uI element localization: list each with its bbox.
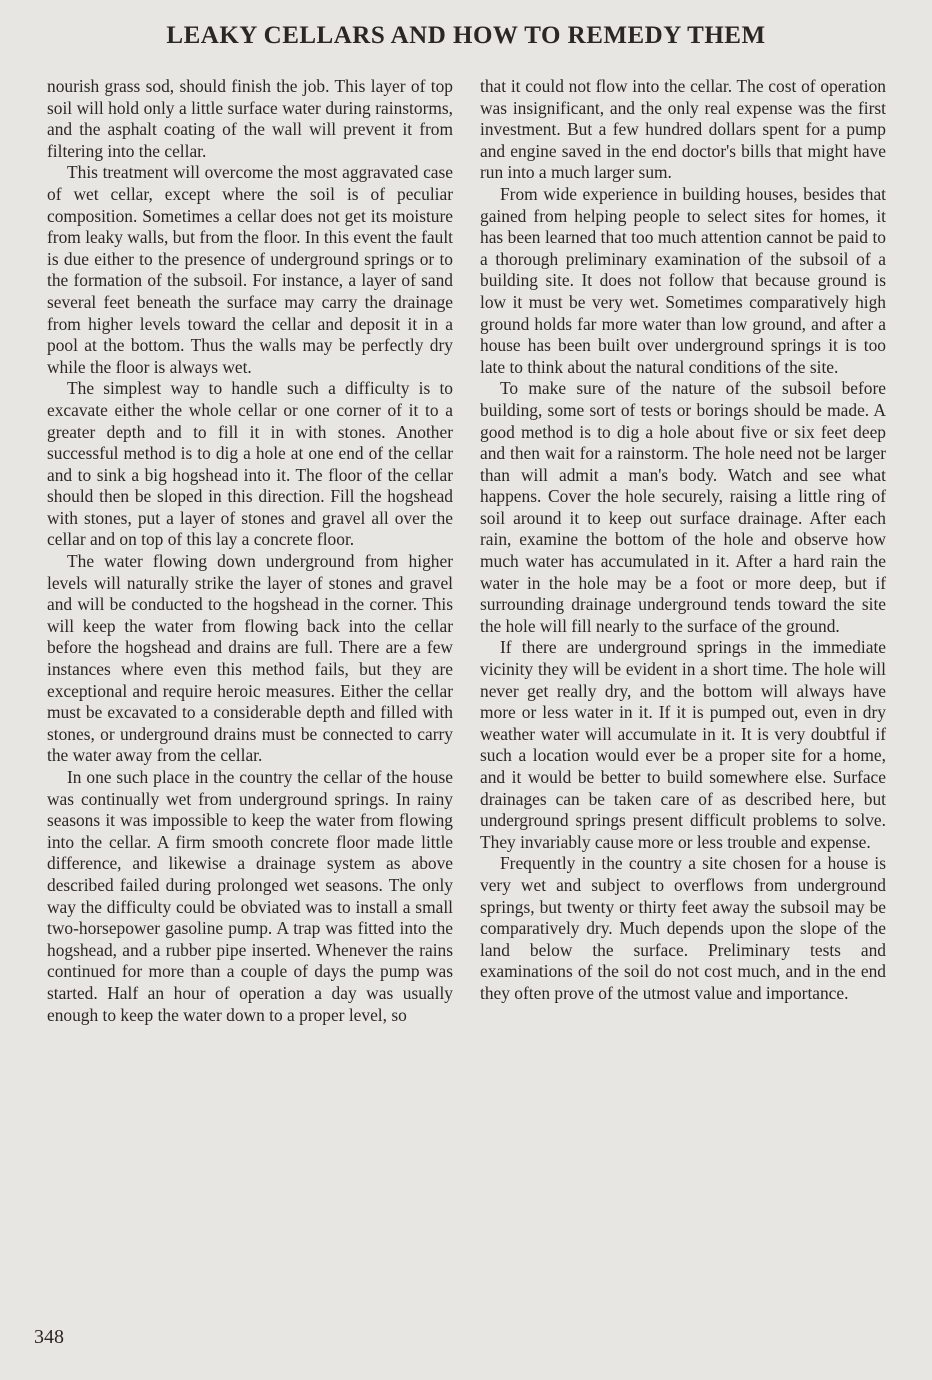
left-column	[47, 76, 453, 1026]
paragraph: From wide experience in building houses, besides that gained from helping people to select sites for homes, it has been learned that too much attention cannot be paid to a thorough preliminary examination of the subsoil of a building site. It does not follow that because ground is low it must be very wet. Sometimes comparatively high ground holds far more water than low ground, and after a house has been built over underground springs it is too late to think about the natural conditions of the site.	[480, 183, 886, 377]
paragraph: Frequently in the country a site chosen for a house is very wet and subject to overflows from underground springs, but twenty or thirty feet away the subsoil may be comparatively dry. Much depends upon the slope of the land below the surface. Preliminary tests and examinations of the soil do not cost much, and in the end they often prove of the utmost value and importance.	[480, 853, 886, 1003]
paragraph: This treatment will overcome the most aggravated case of wet cellar, except where the soil is of peculiar composition. Sometimes a cellar does not get its moisture from leaky walls, but from the floor. In this event the fault is due either to the presence of underground springs or to the formation of the subsoil. For instance, a layer of sand several feet beneath the surface may carry the drainage from higher levels toward the cellar and deposit it in a pool at the bottom. Thus the walls may be perfectly dry while the floor is always wet.	[47, 162, 453, 377]
page-title: LEAKY CELLARS AND HOW TO REMEDY THEM	[166, 22, 766, 49]
paragraph: The water flowing down underground from higher levels will naturally strike the layer of stones and gravel and will be conducted to the hogshead in the corner. This will keep the water from flowing back into the cellar before the hogshead and drains are full. There are a few instances where even this method fails, but they are exceptional and require heroic measures. Either the cellar must be excavated to a considerable depth and filled with stones, or underground drains must be connected to carry the water away from the cellar.	[47, 551, 453, 766]
right-column	[480, 76, 886, 1005]
paragraph: In one such place in the country the cellar of the house was continually wet from underground springs. In rainy seasons it was impossible to keep the water from flowing into the cellar. A firm smooth concrete floor made little difference, and likewise a drainage system as above described failed during prolonged wet seasons. The only way the difficulty could be obviated was to install a small two-horsepower gasoline pump. A trap was fitted into the hogshead, and a rubber pipe inserted. Whenever the rains continued for more than a couple of days the pump was started. Half an hour of operation a day was usually enough to keep the water down to a proper level, so	[47, 767, 453, 1025]
paragraph: nourish grass sod, should finish the job. This layer of top soil will hold only a little surface water during rainstorms, and the asphalt coating of the wall will prevent it from filtering into the cellar.	[47, 76, 453, 161]
page-number: 348	[34, 1326, 64, 1348]
paragraph: The simplest way to handle such a difficulty is to excavate either the whole cellar or one corner of it to a greater depth and to fill it in with stones. Another successful method is to dig a hole at one end of the cellar and to sink a big hogshead into it. The floor of the cellar should then be sloped in this direction. Fill the hogshead with stones, put a layer of stones and gravel all over the cellar and on top of this lay a concrete floor.	[47, 378, 453, 550]
paragraph: To make sure of the nature of the subsoil before building, some sort of tests or borings should be made. A good method is to dig a hole about five or six feet deep and then wait for a rainstorm. The hole need not be larger than will admit a man's body. Watch and see what happens. Cover the hole securely, raising a little ring of soil around it to keep out surface drainage. After each rain, examine the bottom of the hole and observe how much water has accumulated in it. After a hard rain the water in the hole may be a foot or more deep, but if surrounding drainage underground tends toward the site the hole will fill nearly to the surface of the ground.	[480, 378, 886, 636]
paragraph: that it could not flow into the cellar. The cost of operation was insignificant, and the only real expense was the first investment. But a few hundred dollars spent for a pump and engine saved in the end doctor's bills that might have run into a much larger sum.	[480, 76, 886, 183]
paragraph: If there are underground springs in the immediate vicinity they will be evident in a short time. The hole will never get really dry, and the bottom will always have more or less water in it. If it is pumped out, even in dry weather water will accumulate in it. It is very doubtful if such a location would ever be a proper site for a home, and it would be better to build somewhere else. Surface drainages can be taken care of as described here, but underground springs present difficult problems to solve. They invariably cause more or less trouble and expense.	[480, 637, 886, 852]
